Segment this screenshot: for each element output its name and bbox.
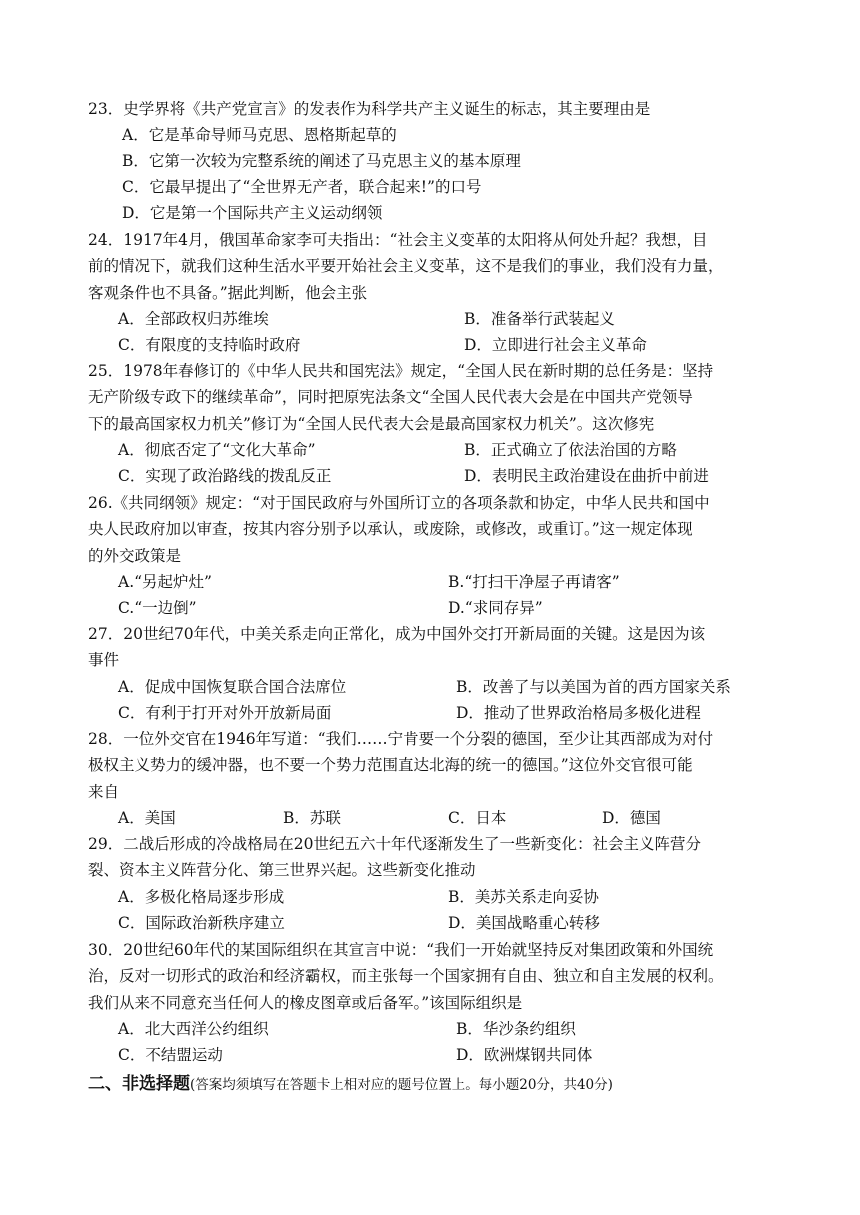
option-c: C．它最早提出了“全世界无产者，联合起来!”的口号	[122, 178, 482, 196]
option-a: A．彻底否定了“文化大革命”	[118, 441, 316, 459]
question-stem-line: 裂、资本主义阵营分化、第三世界兴起。这些新变化推动	[88, 861, 476, 880]
question-stem-line: 29．二战后形成的冷战格局在20世纪五六十年代逐渐发生了一些新变化：社会主义阵营分	[88, 835, 701, 853]
option-d: D．美国战略重心转移	[448, 914, 600, 932]
option-a: A．全部政权归苏维埃	[118, 310, 269, 328]
question-26	[88, 490, 788, 569]
options-24	[118, 306, 758, 359]
option-c: C．有限度的支持临时政府	[118, 336, 301, 354]
question-23	[88, 96, 788, 122]
question-stem-line: 下的最高国家权力机关”修订为“全国人民代表大会是最高国家权力机关”。这次修宪	[88, 414, 655, 433]
options-23	[122, 122, 742, 227]
question-stem-line: 极权主义势力的缓冲器，也不要一个势力范围直达北海的统一的德国。”这位外交官很可能	[88, 756, 693, 775]
option-c: C.“一边倒”	[118, 599, 197, 617]
question-stem-line: 23．史学界将《共产党宣言》的发表作为科学共产主义诞生的标志，其主要理由是	[88, 100, 651, 118]
option-c: C．日本	[448, 809, 507, 827]
option-b: B．改善了与以美国为首的西方国家关系	[456, 678, 731, 696]
options-30	[118, 1016, 758, 1069]
options-28	[118, 805, 758, 832]
question-29	[88, 831, 788, 884]
question-stem-line: 无产阶级专政下的继续革命”，同时把原宪法条文“全国人民代表大会是在中国共产党领导	[88, 388, 693, 407]
option-a: A．美国	[118, 809, 176, 827]
question-28	[88, 726, 788, 805]
question-27	[88, 621, 788, 674]
question-25	[88, 358, 788, 437]
question-stem-line: 25．1978年春修订的《中华人民共和国宪法》规定，“全国人民在新时期的总任务是：坚持	[88, 362, 714, 380]
option-b: B．它第一次较为完整系统的阐述了马克思主义的基本原理	[122, 152, 521, 170]
option-d: D.“求同存异”	[448, 599, 543, 617]
option-b: B．正式确立了依法治国的方略	[464, 441, 677, 459]
options-25	[118, 437, 758, 490]
question-stem-line: 的外交政策是	[88, 546, 182, 565]
option-d: D．立即进行社会主义革命	[464, 336, 647, 354]
option-d: D．欧洲煤钢共同体	[456, 1046, 593, 1064]
option-d: D．德国	[602, 809, 661, 827]
option-c: C．不结盟运动	[118, 1046, 223, 1064]
option-d: D．推动了世界政治格局多极化进程	[456, 704, 701, 722]
options-26	[118, 569, 758, 622]
section-title: 二、非选择题	[88, 1074, 190, 1094]
question-stem-line: 客观条件也不具备。”据此判断，他会主张	[88, 283, 368, 302]
option-b: B．华沙条约组织	[456, 1020, 576, 1038]
options-27	[118, 674, 778, 727]
option-b: B．准备举行武装起义	[464, 310, 615, 328]
question-24	[88, 227, 788, 306]
option-c: C．国际政治新秩序建立	[118, 914, 285, 932]
option-c: C．实现了政治路线的拨乱反正	[118, 467, 332, 485]
option-a: A．它是革命导师马克思、恩格斯起草的	[122, 126, 397, 144]
option-d: D．它是第一个国际共产主义运动纲领	[122, 204, 383, 222]
option-a: A．多极化格局逐步形成	[118, 888, 285, 906]
option-c: C．有利于打开对外开放新局面	[118, 704, 332, 722]
option-b: B．苏联	[283, 809, 341, 827]
question-stem-line: 27．20世纪70年代，中美关系走向正常化，成为中国外交打开新局面的关键。这是因为该	[88, 625, 706, 643]
question-stem-line: 治，反对一切形式的政治和经济霸权，而主张每一个国家拥有自由、独立和自主发展的权利。	[88, 967, 724, 986]
option-a: A．促成中国恢复联合国合法席位	[118, 678, 347, 696]
option-a: A．北大西洋公约组织	[118, 1020, 269, 1038]
option-a: A.“另起炉灶”	[118, 573, 212, 591]
question-stem-line: 26.《共同纲领》规定：“对于国民政府与外国所订立的各项条款和协定，中华人民共和国中	[88, 494, 710, 512]
option-b: B．美苏关系走向妥协	[448, 888, 599, 906]
question-stem-line: 来自	[88, 782, 120, 801]
question-stem-line: 24．1917年4月，俄国革命家李可夫指出：“社会主义变革的太阳将从何处升起？我想，目	[88, 231, 708, 249]
question-stem-line: 28．一位外交官在1946年写道：“我们……宁肯要一个分裂的德国，至少让其西部成为对付	[88, 730, 714, 748]
question-stem-line: 事件	[88, 651, 120, 670]
options-29	[118, 884, 758, 937]
question-stem-line: 我们从来不同意充当任何人的橡皮图章或后备军。”该国际组织是	[88, 993, 523, 1012]
section-note: (答案均须填写在答题卡上相对应的题号位置上。每小题20分，共40分)	[190, 1077, 613, 1093]
question-stem-line: 30．20世纪60年代的某国际组织在其宣言中说：“我们一开始就坚持反对集团政策和外国统	[88, 941, 714, 959]
section-heading	[88, 1071, 613, 1098]
option-b: B.“打扫干净屋子再请客”	[448, 573, 620, 591]
question-stem-line: 前的情况下，就我们这种生活水平要开始社会主义变革，这不是我们的事业，我们没有力量，	[88, 257, 724, 276]
question-stem-line: 央人民政府加以审查，按其内容分别予以承认，或废除，或修改，或重订。”这一规定体现	[88, 520, 693, 539]
question-30	[88, 937, 788, 1016]
option-d: D．表明民主政治建设在曲折中前进	[464, 467, 709, 485]
